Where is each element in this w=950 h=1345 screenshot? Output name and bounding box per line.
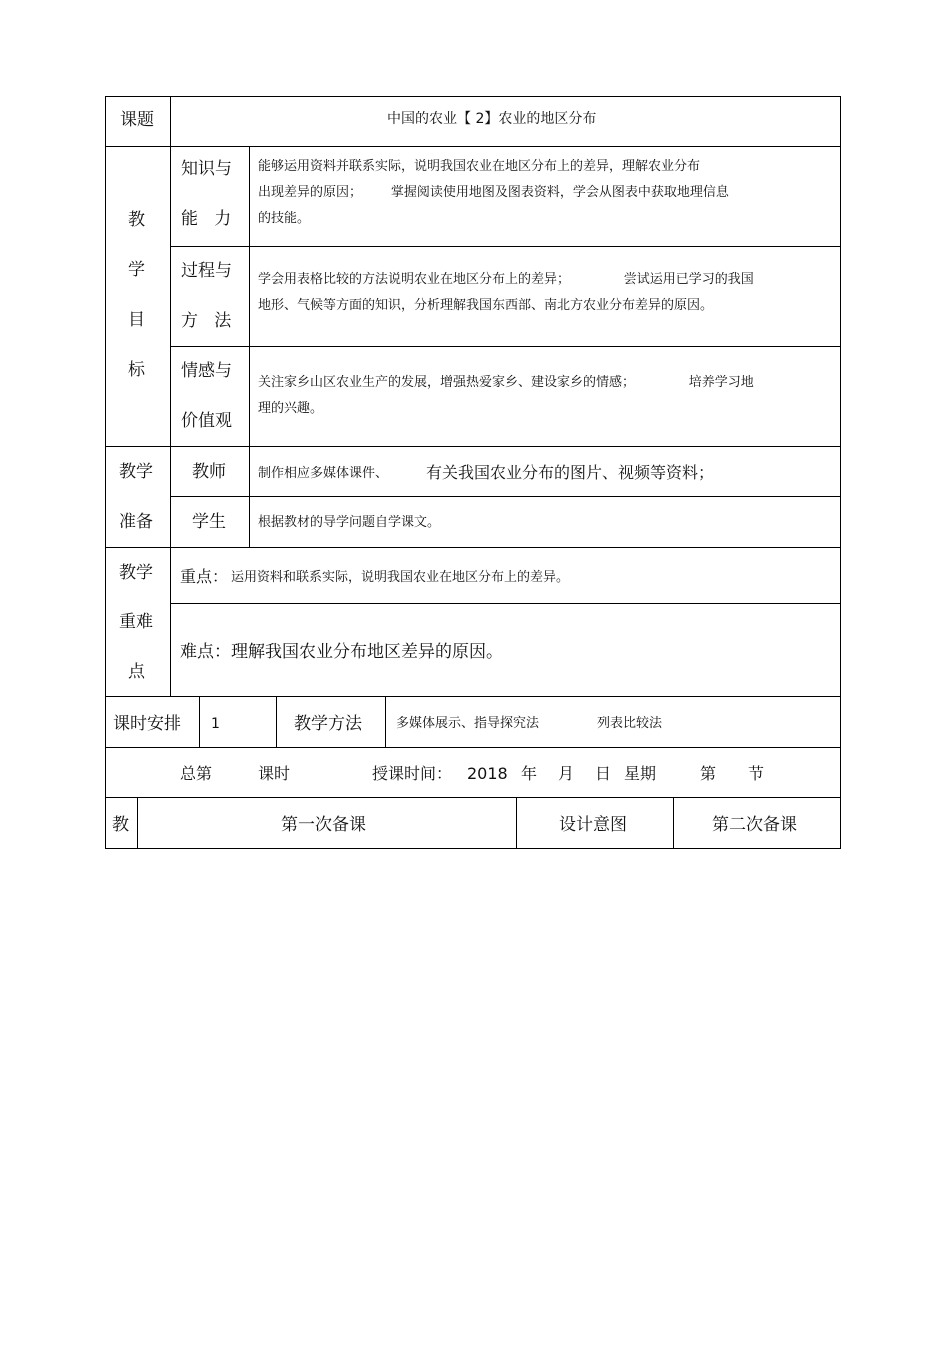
session-hours: 课时 bbox=[258, 764, 291, 783]
session-year: 2018 bbox=[467, 764, 508, 783]
focus-label: 重点： bbox=[180, 567, 229, 586]
session-month: 月 bbox=[558, 764, 575, 783]
teacher-text: 有关我国农业分布的图片、视频等资料； bbox=[426, 463, 715, 482]
key-points-label: 重难 bbox=[119, 612, 153, 632]
objectives-label-char: 标 bbox=[128, 360, 145, 380]
session-section: 节 bbox=[748, 764, 765, 783]
focus-text: 运用资料和联系实际，说明我国农业在地区分布上的差异。 bbox=[231, 570, 570, 585]
teacher-label: 教师 bbox=[192, 462, 226, 482]
hours-value: 1 bbox=[211, 716, 220, 732]
student-label: 学生 bbox=[192, 512, 226, 532]
emotion-label: 价值观 bbox=[181, 411, 232, 431]
method-label: 教学方法 bbox=[294, 714, 362, 734]
knowledge-text: 的技能。 bbox=[258, 211, 311, 226]
difficulty-text: 难点：理解我国农业分布地区差异的原因。 bbox=[180, 642, 503, 662]
session-total: 总第 bbox=[180, 764, 213, 783]
session-time-label: 授课时间： bbox=[372, 764, 453, 783]
process-text: 学会用表格比较的方法说明农业在地区分布上的差异； 尝试运用已学习的我国 bbox=[258, 272, 754, 287]
key-points-label: 点 bbox=[128, 662, 145, 682]
process-label: 过程与 bbox=[181, 261, 232, 281]
knowledge-label: 知识与 bbox=[181, 159, 232, 179]
knowledge-text: 能够运用资料并联系实际，说明我国农业在地区分布上的差异，理解农业分布 bbox=[258, 159, 701, 174]
footer-col-design-intent: 设计意图 bbox=[559, 815, 627, 835]
knowledge-label: 能 力 bbox=[181, 209, 232, 229]
knowledge-text: 出现差异的原因； 掌握阅读使用地图及图表资料，学会从图表中获取地理信息 bbox=[258, 185, 729, 200]
session-section: 第 bbox=[700, 764, 717, 783]
method-text: 多媒体展示、指导探究法 bbox=[396, 716, 540, 731]
process-label: 方 法 bbox=[181, 311, 232, 331]
objectives-label-char: 教 bbox=[128, 210, 145, 230]
teacher-text: 制作相应多媒体课件、 bbox=[258, 466, 389, 481]
objectives-label-char: 学 bbox=[128, 260, 145, 280]
process-text: 地形、气候等方面的知识，分析理解我国东西部、南北方农业分布差异的原因。 bbox=[258, 298, 714, 313]
emotion-text: 理的兴趣。 bbox=[258, 401, 324, 416]
footer-col-first-prep: 第一次备课 bbox=[281, 815, 366, 835]
objectives-label-char: 目 bbox=[128, 310, 145, 330]
session-day: 日 bbox=[595, 764, 612, 783]
preparation-label: 准备 bbox=[119, 512, 153, 532]
subject-label: 课题 bbox=[120, 110, 154, 130]
session-weekday: 星期 bbox=[624, 764, 657, 783]
key-points-label: 教学 bbox=[119, 563, 153, 583]
preparation-label: 教学 bbox=[119, 462, 153, 482]
session-year-unit: 年 bbox=[521, 764, 538, 783]
hours-label: 课时安排 bbox=[113, 714, 181, 734]
footer-col-teach: 教 bbox=[112, 815, 129, 835]
emotion-label: 情感与 bbox=[181, 361, 232, 381]
emotion-text: 关注家乡山区农业生产的发展，增强热爱家乡、建设家乡的情感； 培养学习地 bbox=[258, 375, 754, 390]
method-text: 列表比较法 bbox=[597, 716, 663, 731]
footer-col-second-prep: 第二次备课 bbox=[712, 815, 797, 835]
lesson-title: 中国的农业【 2】农业的地区分布 bbox=[387, 111, 597, 127]
student-text: 根据教材的导学问题自学课文。 bbox=[258, 515, 441, 530]
